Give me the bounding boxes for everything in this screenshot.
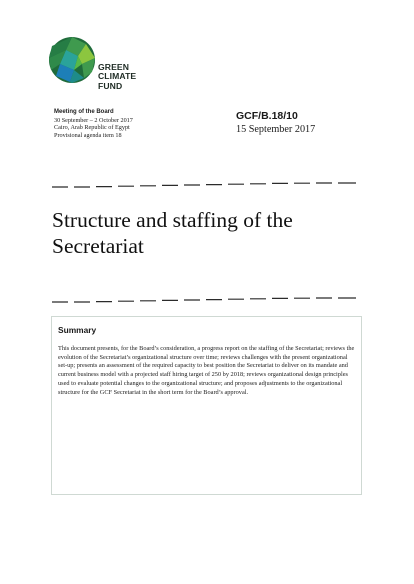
logo-line-green: GREEN: [98, 62, 130, 72]
bottom-dashed-divider: [50, 296, 360, 304]
document-reference: [236, 110, 315, 135]
meeting-agenda-item: Provisional agenda item 18: [54, 131, 122, 139]
document-code: GCF/B.18/10: [236, 110, 298, 122]
meeting-dates: 30 September – 2 October 2017: [54, 116, 133, 124]
meeting-title: Meeting of the Board: [54, 109, 114, 115]
document-date: 15 September 2017: [236, 124, 316, 135]
meeting-place: Cairo, Arab Republic of Egypt: [54, 124, 130, 132]
gcf-logo: [48, 36, 153, 100]
logo-line-fund: FUND: [98, 80, 123, 91]
meeting-info: [54, 109, 133, 139]
summary-heading: Summary: [58, 325, 97, 335]
summary-box: [51, 316, 362, 495]
top-dashed-divider: [50, 181, 360, 189]
gcf-globe-icon: [48, 36, 96, 84]
logo-line-climate: CLIMATE: [98, 71, 137, 82]
document-title: Structure and staffing of the Secretariat: [52, 208, 293, 258]
summary-text: This document presents, for the Board’s consideration, a progress report on the staffing of the Secretariat; reviews the evolution of the Secretariat’s organizational structure over time; reviews challenges with the present organizational set-up; presents an assessment of the required capacity to best position the Secretariat to deliver on its mandate and current business model with a projected staff hiring target of 250 by 2018; reviews organizational design principles used to evaluate potential changes to the organizational structure; and proposes adjustments to the organizational structure for the GCF Secretariat in the short term for the Board’s approval.: [58, 345, 355, 396]
